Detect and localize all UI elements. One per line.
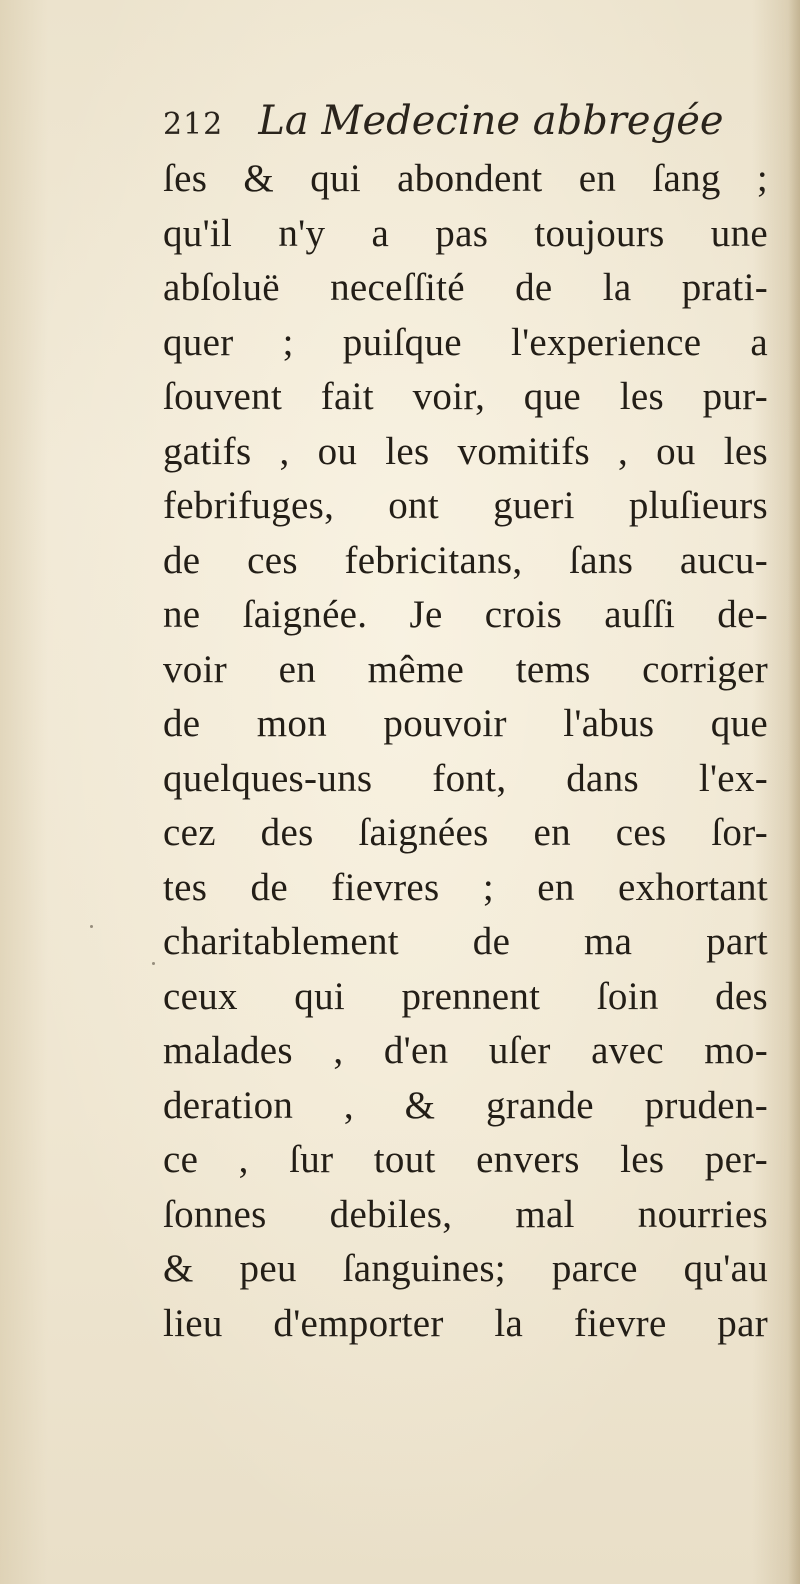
page-header	[163, 98, 773, 154]
text-line: ſouvent fait voir, que les pur-	[163, 375, 768, 418]
ink-fleck	[152, 962, 155, 965]
text-line: de ces febricitans, ſans aucu-	[163, 538, 768, 582]
text-line: ce , ſur tout envers les per-	[163, 1138, 768, 1181]
page-number: 212	[163, 107, 224, 142]
text-line: ſonnes debiles, mal nourries	[163, 1192, 768, 1236]
text-line: & peu ſanguines; parce qu'au	[163, 1247, 768, 1290]
ink-fleck	[90, 925, 93, 928]
text-line: qu'il n'y a pas toujours une	[163, 211, 768, 255]
text-line: voir en même tems corriger	[163, 647, 768, 691]
text-line: tes de fievres ; en exhortant	[163, 865, 768, 909]
body-text	[163, 152, 768, 1351]
text-line: charitablement de ma part	[163, 920, 768, 963]
page-edge-shadow	[788, 0, 800, 1584]
text-line: ceux qui prennent ſoin des	[163, 974, 768, 1018]
running-title: La Medecine abbregée	[258, 98, 724, 144]
text-line: lieu d'emporter la fievre par	[163, 1301, 768, 1345]
text-line: abſoluë neceſſité de la prati-	[163, 266, 768, 309]
text-line: de mon pouvoir l'abus que	[163, 702, 768, 745]
text-line: malades , d'en uſer avec mo-	[163, 1029, 768, 1072]
text-line: ne ſaignée. Je crois auſſi de-	[163, 593, 768, 636]
text-line: quer ; puiſque l'experience a	[163, 320, 768, 364]
text-line: deration , & grande pruden-	[163, 1083, 768, 1127]
text-line: ſes & qui abondent en ſang ;	[163, 157, 768, 200]
text-line: febrifuges, ont gueri pluſieurs	[163, 484, 768, 527]
text-line: gatifs , ou les vomitifs , ou les	[163, 429, 768, 473]
text-line: quelques-uns font, dans l'ex-	[163, 756, 768, 800]
text-line: cez des ſaignées en ces ſor-	[163, 811, 768, 854]
